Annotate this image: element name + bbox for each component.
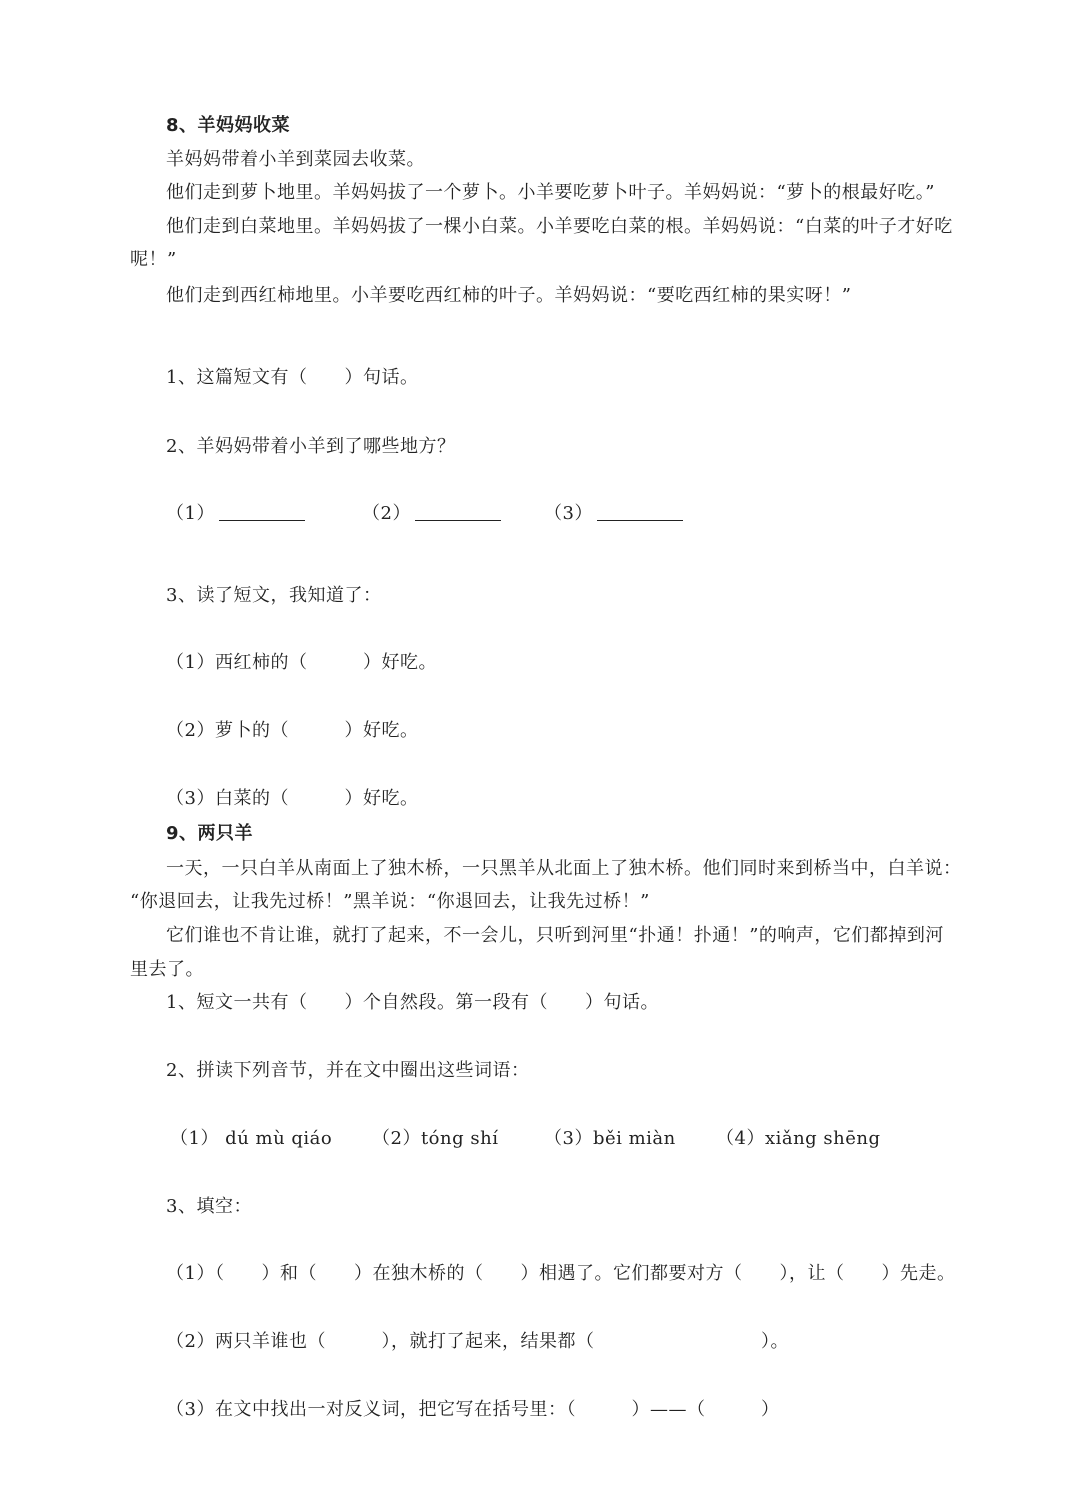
section-8-title: 8、羊妈妈收菜 [166, 115, 291, 136]
s9-question-1: 1、短文一共有（ ）个自然段。第一段有（ ）句话。 [166, 992, 659, 1013]
s9-pinyin-1: （1） dú mù qiáo [170, 1128, 333, 1149]
section-9-title: 9、两只羊 [166, 823, 254, 844]
answer-blank[interactable] [415, 502, 501, 521]
s8-paragraph-3-cont: 呢！” [130, 249, 177, 270]
s8-paragraph-4: 他们走到西红柿地里。小羊要吃西红柿的叶子。羊妈妈说：“要吃西红柿的果实呀！” [166, 285, 852, 306]
s8-q2-option-2: （2） [362, 502, 501, 526]
s9-question-2: 2、拼读下列音节，并在文中圈出这些词语： [166, 1060, 530, 1081]
answer-blank[interactable] [597, 502, 683, 521]
s9-pinyin-4: （4）xiǎng shēng [716, 1128, 881, 1149]
s8-question-3: 3、读了短文，我知道了： [166, 585, 382, 606]
s9-pinyin-2: （2）tóng shí [372, 1128, 499, 1149]
s9-paragraph-1-cont: “你退回去，让我先过桥！”黑羊说：“你退回去，让我先过桥！” [130, 891, 650, 912]
s8-paragraph-1: 羊妈妈带着小羊到菜园去收菜。 [166, 149, 425, 170]
s9-paragraph-1: 一天，一只白羊从南面上了独木桥，一只黑羊从北面上了独木桥。他们同时来到桥当中，白羊说： [166, 858, 962, 879]
s9-q3-item-1: （1）（ ）和（ ）在独木桥的（ ）相遇了。它们都要对方（ ），让（ ）先走。 [166, 1263, 956, 1284]
s9-q3-item-3: （3）在文中找出一对反义词，把它写在括号里：（ ）——（ ） [166, 1399, 780, 1420]
s8-q2-option-1: （1） [166, 502, 305, 526]
s9-paragraph-2: 它们谁也不肯让谁，就打了起来，不一会儿，只听到河里“扑通！扑通！”的响声，它们都掉到河 [166, 925, 944, 946]
s8-q3-item-3: （3）白菜的（ ）好吃。 [166, 788, 419, 809]
s9-q3-item-2: （2）两只羊谁也（ ），就打了起来，结果都（ ）。 [166, 1331, 789, 1352]
s9-question-3: 3、填空： [166, 1196, 252, 1217]
s8-q3-item-1: （1）西红柿的（ ）好吃。 [166, 652, 437, 673]
s8-question-1: 1、这篇短文有（ ）句话。 [166, 367, 419, 388]
answer-blank[interactable] [219, 502, 305, 521]
s8-q3-item-2: （2）萝卜的（ ）好吃。 [166, 720, 419, 741]
s9-paragraph-2-cont: 里去了。 [130, 959, 204, 980]
s8-q2-option-3: （3） [544, 502, 683, 526]
s8-paragraph-2: 他们走到萝卜地里。羊妈妈拔了一个萝卜。小羊要吃萝卜叶子。羊妈妈说：“萝卜的根最好吃。” [166, 182, 935, 203]
s8-paragraph-3: 他们走到白菜地里。羊妈妈拔了一棵小白菜。小羊要吃白菜的根。羊妈妈说：“白菜的叶子才好吃 [166, 216, 953, 237]
s8-question-2: 2、羊妈妈带着小羊到了哪些地方？ [166, 436, 456, 457]
s9-pinyin-3: （3）běi miàn [544, 1128, 676, 1149]
